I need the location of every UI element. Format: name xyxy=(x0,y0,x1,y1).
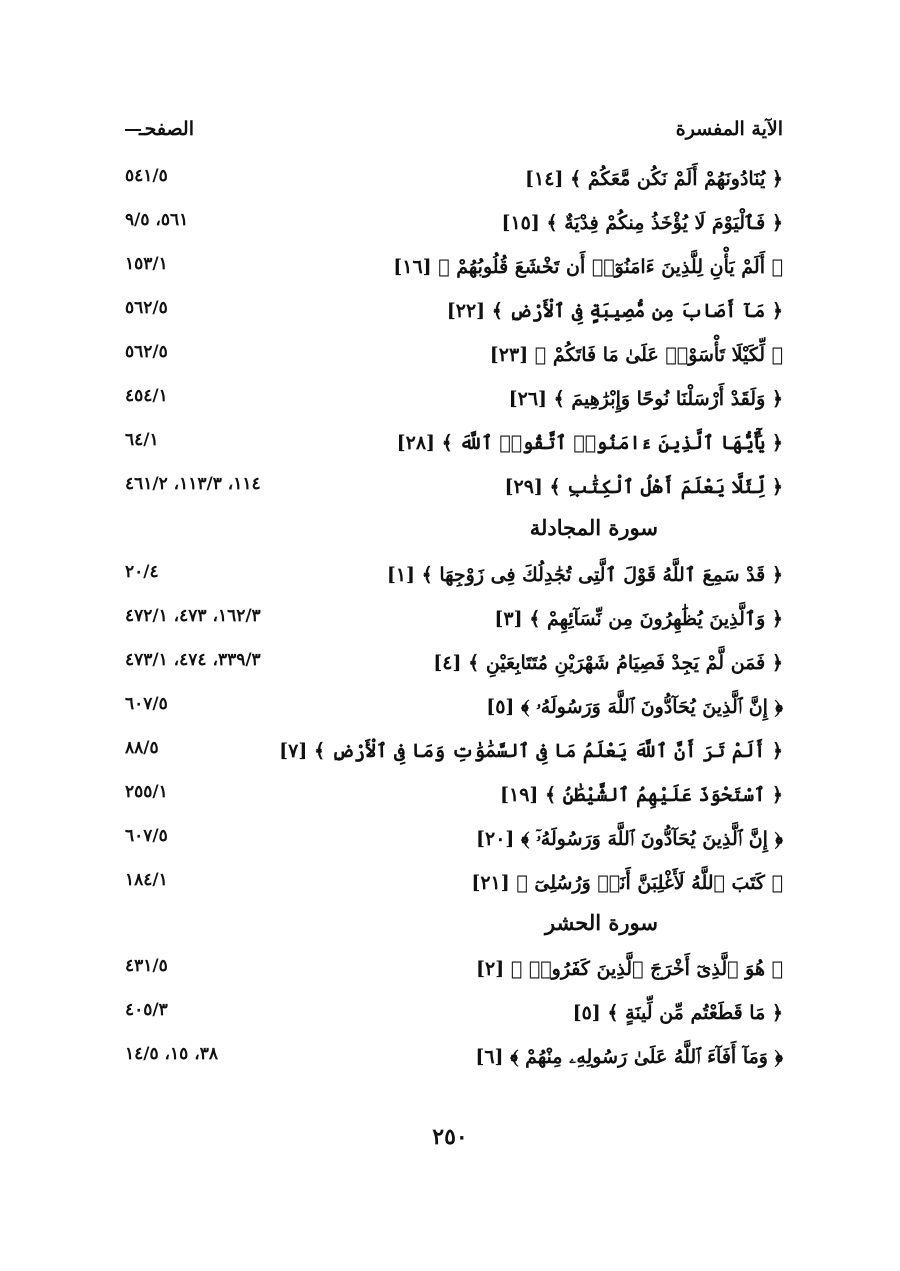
verse-text: ﴿ مَا قَطَعْتُم مِّن لِّينَةٍ ﴾ [٥] xyxy=(572,1002,783,1024)
header-verse-column: الآية المفسرة xyxy=(675,118,783,140)
verse-text: ﴿ فَٱلْيَوْمَ لَا يُؤْخَذُ مِنكُمْ فِدْيَةٌ ﴾ [١٥] xyxy=(501,212,783,234)
verse-text: ﴿ يَٰٓأَيُّهَا ٱلَّذِينَ ءَامَنُوا۟ ٱتَّقُوا۟ ٱللَّهَ ﴾ [٢٨] xyxy=(396,432,783,454)
page-reference: ٣٨، ١٥، ١٤/٥ xyxy=(125,1044,218,1064)
table-row xyxy=(125,204,783,248)
table-row xyxy=(125,424,783,468)
table-row xyxy=(125,1038,783,1082)
page-reference: ٤٠٥/٣ xyxy=(125,1000,168,1020)
verse-text: ﴿ وَمَآ أَفَآءَ ٱللَّهُ عَلَىٰ رَسُولِهِۦ مِنْهُمْ ﴾ [٦] xyxy=(475,1046,783,1068)
table-row xyxy=(125,556,783,600)
table-row xyxy=(125,688,783,732)
page-reference: ٥٦٢/٥ xyxy=(125,342,168,362)
verse-text: ﴿ مَآ أَصَابَ مِن مُّصِيبَةٍ فِى ٱلْأَرْضِ ﴾ [٢٢] xyxy=(446,300,783,322)
page-reference: ٥٦١، ٩/٥ xyxy=(125,210,189,230)
page-reference: ١١٤، ١١٣/٣، ٤٦١/٢ xyxy=(125,474,261,494)
verse-text: ﴿ لِّكَيْلَا تَأْسَوْا۟ عَلَىٰ مَا فَاتَكُمْ ﴾ [٢٣] xyxy=(489,344,783,366)
table-row xyxy=(125,600,783,644)
verse-text: ﴿ وَٱلَّذِينَ يُظَٰهِرُونَ مِن نِّسَآئِهِمْ ﴾ [٣] xyxy=(494,608,783,630)
table-row xyxy=(125,160,783,204)
page-reference: ٨٨/٥ xyxy=(125,738,159,758)
table-row xyxy=(125,336,783,380)
page-number: ٢٥٠ xyxy=(432,1124,468,1150)
page-reference: ١٥٣/١ xyxy=(125,254,168,274)
verse-text: ﴿ ٱسْتَحْوَذَ عَلَيْهِمُ ٱلشَّيْطَٰنُ ﴾ [١٩] xyxy=(499,784,783,806)
table-row xyxy=(125,468,783,512)
page-reference: ٦٤/١ xyxy=(125,430,159,450)
page-reference: ١٦٢/٣، ٤٧٣، ٤٧٢/١ xyxy=(125,606,261,626)
verse-text: ﴿ قَدْ سَمِعَ ٱللَّهُ قَوْلَ ٱلَّتِى تُجَٰدِلُكَ فِى زَوْجِهَا ﴾ [١] xyxy=(386,564,783,586)
page-reference: ٤٣١/٥ xyxy=(125,956,168,976)
table-row xyxy=(125,644,783,688)
page-reference: ٢٥٥/١ xyxy=(125,782,168,802)
table-row xyxy=(125,732,783,776)
table-row xyxy=(125,950,783,994)
page-reference: ٥٦٢/٥ xyxy=(125,298,168,318)
surah-heading-mujadila: سورة المجادلة xyxy=(529,515,658,540)
table-row xyxy=(125,292,783,336)
surah-heading-hashr: سورة الحشر xyxy=(544,910,658,935)
verse-list-group-1 xyxy=(125,160,783,512)
header-page-column: الصفحـ xyxy=(125,118,194,140)
verse-text: ﴿ كَتَبَ ٱللَّهُ لَأَغْلِبَنَّ أَنَا۠ وَرُسُلِىٓ ﴾ [٢١] xyxy=(471,872,783,894)
page-reference: ١٨٤/١ xyxy=(125,870,168,890)
verse-text: ﴿ يُنَادُونَهُمْ أَلَمْ نَكُن مَّعَكُمْ ﴾ [١٤] xyxy=(525,168,783,190)
table-row xyxy=(125,994,783,1038)
verse-text: ﴿ أَلَمْ يَأْنِ لِلَّذِينَ ءَامَنُوٓا۟ أَن تَخْشَعَ قُلُوبُهُمْ ﴾ [١٦] xyxy=(393,256,783,278)
verse-text: ﴿ فَمَن لَّمْ يَجِدْ فَصِيَامُ شَهْرَيْنِ مُتَتَابِعَيْنِ ﴾ [٤] xyxy=(433,652,783,674)
page-reference: ٣٣٩/٣، ٤٧٤، ٤٧٣/١ xyxy=(125,650,261,670)
page-reference: ٢٠/٤ xyxy=(125,562,159,582)
table-row xyxy=(125,248,783,292)
page-reference: ٤٥٤/١ xyxy=(125,386,168,406)
page-reference: ٦٠٧/٥ xyxy=(125,826,168,846)
table-row xyxy=(125,820,783,864)
table-row xyxy=(125,864,783,908)
page-reference: ٦٠٧/٥ xyxy=(125,694,168,714)
verse-text: ﴿ وَلَقَدْ أَرْسَلْنَا نُوحًا وَإِبْرَٰهِيمَ ﴾ [٢٦] xyxy=(508,388,783,410)
table-row xyxy=(125,380,783,424)
table-row xyxy=(125,776,783,820)
verse-text: ﴿ إِنَّ ٱلَّذِينَ يُحَآدُّونَ ٱللَّهَ وَرَسُولَهُۥٓ ﴾ [٢٠] xyxy=(475,828,783,850)
verse-text: ﴿ لِّئَلَّا يَعْلَمَ أَهْلُ ٱلْكِتَٰبِ ﴾ [٢٩] xyxy=(504,476,783,498)
table-header xyxy=(125,118,783,152)
verse-text: ﴿ أَلَمْ تَرَ أَنَّ ٱللَّهَ يَعْلَمُ مَا فِى ٱلسَّمَٰوَٰتِ وَمَا فِى ٱلْأَرْضِ ﴾ [٧] xyxy=(279,740,783,762)
page-reference: ٥٤١/٥ xyxy=(125,166,168,186)
verse-text: ﴿ إِنَّ ٱلَّذِينَ يُحَآدُّونَ ٱللَّهَ وَرَسُولَهُۥ ﴾ [٥] xyxy=(486,696,783,718)
verse-text: ﴿ هُوَ ٱلَّذِىٓ أَخْرَجَ ٱلَّذِينَ كَفَرُوا۟ ﴾ [٢] xyxy=(476,958,783,980)
verse-list-group-3 xyxy=(125,950,783,1082)
verse-list-group-2 xyxy=(125,556,783,908)
